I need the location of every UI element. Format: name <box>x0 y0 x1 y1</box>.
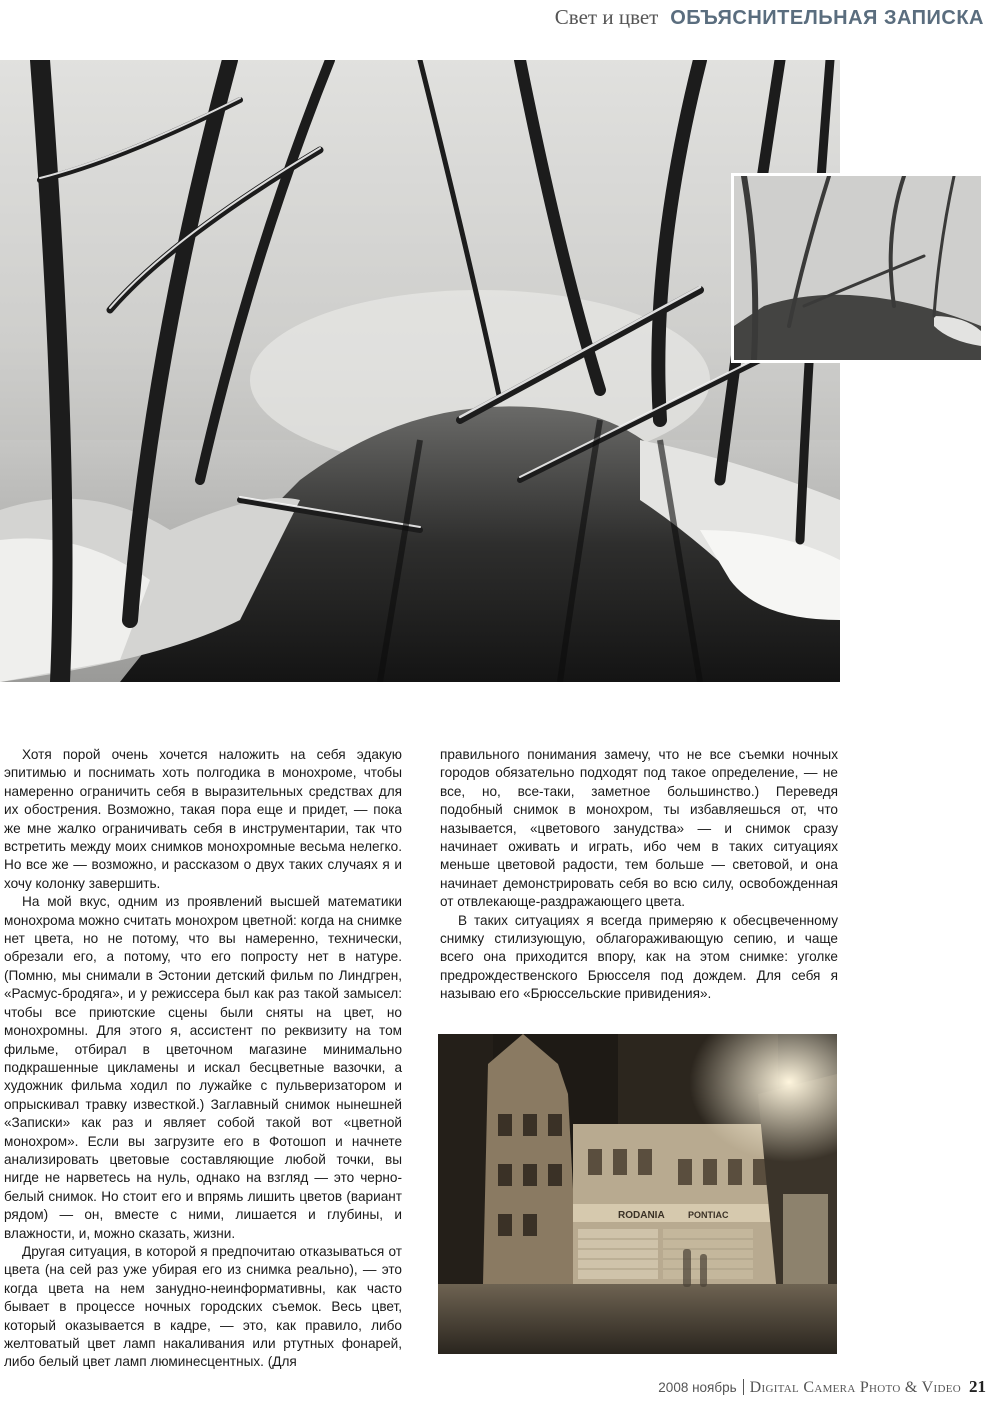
article-paragraph: правильного понимания замечу, что не все съемки ночных городов обязательно подходят под такое определение, — не все, но, все-таки, заметное большинство.) Переведя подобный снимок в монохром, ты избавляешься от, что называется, «цветового занудства» — и снимок сразу начинает оживать и играть, ибо чем в таких ситуациях меньше цветовой радости, тем больше — световой, и она начинает демонстрировать себя во всю силу, освобожденная от отвлекающе-раздражающего цвета. <box>440 747 838 910</box>
magazine-name: Digital Camera Photo & Video <box>749 1379 961 1396</box>
article-column-left <box>4 746 402 1372</box>
page-header <box>555 6 984 29</box>
footer-divider <box>743 1379 744 1395</box>
color-variant-inset-photo <box>731 173 984 363</box>
section-name: Свет и цвет <box>554 5 659 29</box>
page-number: 21 <box>969 1377 986 1396</box>
article-paragraph: В таких ситуациях я всегда примеряю к обесцвеченному снимку стилизующую, облагораживающую сепию, и чаще всего она приходится впору, как на этом снимке: уголке предрождественского Брюсселя под дождем. Для себя я называю его «Брюссельские привидения». <box>440 912 838 1002</box>
page-footer <box>658 1377 986 1397</box>
issue-date: 2008 ноябрь <box>658 1380 737 1395</box>
article-paragraph: На мой вкус, одним из проявлений высшей математики монохрома можно считать монохром цветной: когда на снимке нет цвета, но не потому, что вы намеренно, технически, обрезали его, а потому, что его попросту нет в натуре. (Помню, мы снимали в Эстонии детский фильм по Линдгрен, «Расмус-бродяга», и у режиссера был как раз такой замысел: чтобы все приютские сцены были сняты на цвет, но монохромны. Для этого я, ассистент по реквизиту на том фильме, отбирал в цветочном магазине минимально подкрашенные цикламены и искал бесцветные вазочки, а художник фильма ходил по лужайке с пульверизатором и опрыскивал травку известкой.) Заглавный снимок нынешней «Записки» как раз и являет собой такой вот «цветной монохром». Если вы загрузите его в Фотошоп и начнете анализировать цветовые составляющие любой точки, вы нигде не нарветесь на нуль, однако на взгляд — это черно-белый снимок. Но стоит его и впрямь лишить цветов (вариант рядом) — он, вместе с ними, лишается и глубины, и влажности, и, можно сказать, жизни. <box>4 894 402 1241</box>
column-title: ОБЪЯСНИТЕЛЬНАЯ ЗАПИСКА <box>670 7 984 29</box>
article-paragraph: Другая ситуация, в которой я предпочитаю отказываться от цвета (на сей раз уже убирая его из снимка реально), — это когда цвета на нем занудно-неинформативны, как часто бывает в процессе ночных городских съемок. Весь цвет, который оказывается в кадре, — это, как правило, либо желтоватый цвет ламп накаливания или ртутных фонарей, либо белый цвет ламп люминесцентных. (Для <box>4 1243 402 1370</box>
snowy-forest-river-photo <box>0 60 840 682</box>
night-street-sepia-photo <box>438 1034 837 1354</box>
article-column-right <box>440 746 838 1004</box>
article-paragraph: Хотя порой очень хочется наложить на себя эдакую эпитимью и поснимать хоть полгодика в монохроме, чтобы намеренно ограничить себя в выразительных средствах для их обострения. Возможно, такая пора еще и придет, — пока же мне жалко ограничивать себя в инструментарии, так что встретить между моих снимков монохромные весьма нелегко. Но все же — возможно, и рассказом о двух таких случаях я и хочу колонку завершить. <box>4 747 402 891</box>
